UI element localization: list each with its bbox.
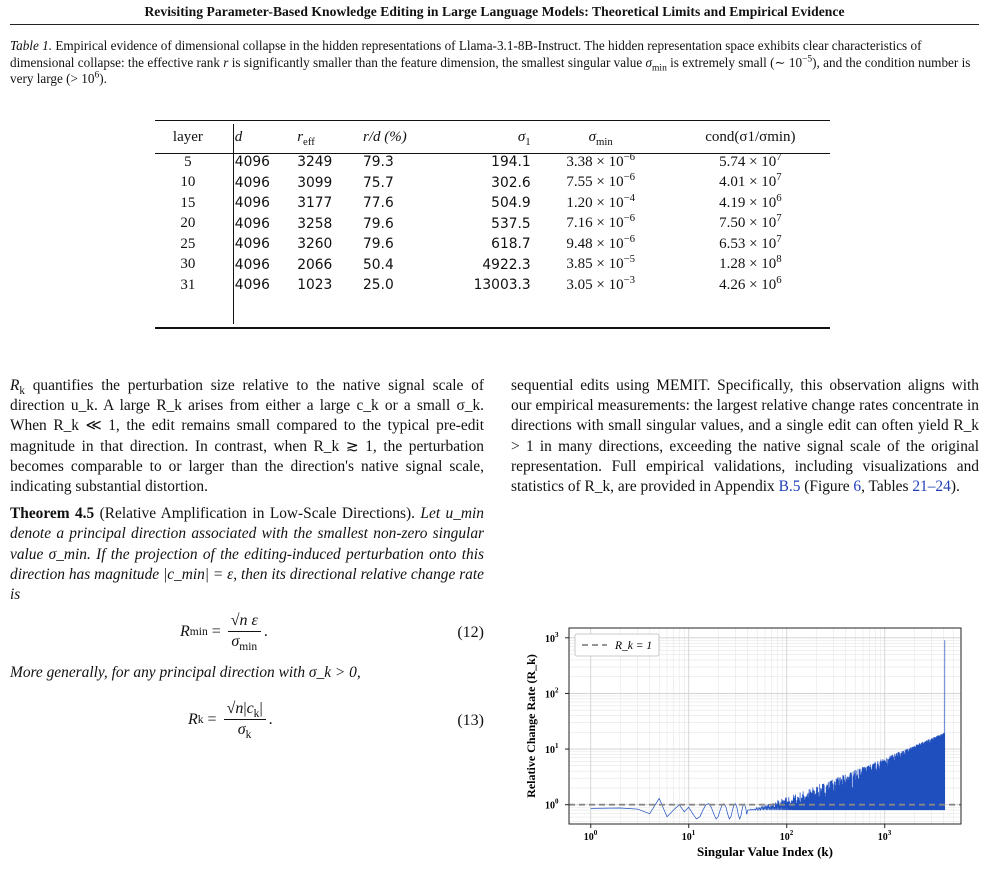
cell-sigma1: 504.9 [491,195,531,212]
y-tick-label: $10^2$ [545,686,559,701]
theorem-4-5: Theorem 4.5 (Relative Amplification in Low-Scale Directions). Let u_min denote a principal direction associated with the smallest non-zero singular value σ_min. If the projection of the editing-induced perturbation onto this direction has magnitude |c_min| = ε, then its directional relative change rate is [10,505,484,604]
x-tick-label: $10^0$ [583,829,598,843]
cell-sigmamin: $3.85 \times 10^{-5}$ [566,253,636,273]
cell-rd: 25.0 [363,277,394,294]
caption-text-4: ), and the condition number is very large (> 10 [10,54,971,86]
cell-sigmamin: $7.55 \times 10^{-6}$ [566,171,636,191]
header-sigmamin: $\sigma_{min}$ [588,128,613,148]
cell-cond: $6.53 \times 10^7$ [719,232,782,252]
header-sigma1: $\sigma_1$ [517,128,531,148]
cell-cond: $4.26 \times 10^6$ [719,273,782,293]
left-paragraph-1: $R_k$ quantifies the perturbation size relative to the native signal scale of direction u_k. A large R_k arises from either a large c_k or a small σ_k. When R_k ≪ 1, the edit remains small compared to the typical pre-edit magnitude in that direction. In contrast, when R_k ≳ 1, the perturbation becomes comparable to or larger than the direction's native signal scale, indicating substantial distortion. [10,377,484,496]
header-layer: layer [172,128,203,145]
cell-sigmamin: $9.48 \times 10^{-6}$ [566,232,636,252]
table-row [155,234,830,255]
table-row [155,255,830,276]
equation-13-number: (13) [457,712,484,730]
caption-text-1: Empirical evidence of dimensional collapse in the hidden representations of Llama-3.1-8B-Instruct. The hidden representation space exhibits clear characteristics of dimensional collapse: the effective rank [10,38,922,70]
plot-svg [511,620,981,870]
table-caption: Table 1. Empirical evidence of dimensional collapse in the hidden representations of Llama-3.1-8B-Instruct. The hidden representation space exhibits clear characteristics of dimensional collapse: the effective rank r is significantly smaller than the feature dimension, the smallest singular value $\sigma_{min}$ is extremely small (∼ $10^{-5}$), and the condition number is very large (> $10^6$). [10,38,971,86]
cell-layer: 30 [180,256,196,273]
title-rule [10,24,979,25]
general-statement: More generally, for any principal direction with σ_k > 0, [10,664,361,682]
table-top-rule [155,120,830,121]
cell-d: 4096 [234,256,270,273]
cell-rd: 75.7 [363,174,394,191]
equation-12: R min = $\frac{\text{√n ε}}{\sigma_{min}}$ . (12) [180,612,484,654]
cell-layer: 20 [180,215,196,232]
right-paragraph-1: sequential edits using MEMIT. Specifically, this observation aligns with our empirical measurements: the largest relative change rates concentrate in directions with small singular values, and a single edit can often yield R_k > 1 in many directions, exceeding the native signal scale of the original representation. Full empirical validations, including visualizations and statistics of R_k, are provided in Appendix B.5 (Figure 6, Tables 21–24). [511,377,979,496]
x-tick-label: $10^1$ [681,829,696,843]
cell-sigma1: 194.1 [491,154,531,171]
y-tick-label: $10^0$ [545,797,559,812]
table-header-row [155,122,830,152]
caption-label: Table 1. [10,38,53,53]
header-reff: $r_{eff}$ [297,128,315,148]
cell-d: 4096 [234,195,270,212]
x-axis-label: Singular Value Index (k) [697,844,833,859]
cell-sigmamin: $3.38 \times 10^{-6}$ [566,150,636,170]
cell-cond: $7.50 \times 10^7$ [719,212,782,232]
table-bottom-rule [155,327,830,329]
table-row [155,152,830,173]
cell-sigma1: 618.7 [491,236,531,253]
table-row [155,214,830,235]
cell-d: 4096 [234,154,270,171]
cell-sigma1: 4922.3 [482,256,531,273]
tables-link[interactable]: 21–24 [912,478,951,496]
cell-layer: 10 [180,174,196,191]
cell-reff: 3260 [297,236,333,253]
table-row [155,275,830,296]
relative-change-rate-plot [511,620,981,870]
table-row [155,173,830,194]
cell-rd: 79.3 [363,154,394,171]
cell-cond: $5.74 \times 10^7$ [719,150,782,170]
cell-d: 4096 [234,277,270,294]
cell-d: 4096 [234,236,270,253]
cell-rd: 79.6 [363,236,394,253]
equation-13: R k = $\frac{√n|c_k|}{\sigma_k}$ . (13) [188,700,484,742]
figure-link[interactable]: 6 [853,478,862,496]
cell-reff: 3249 [297,154,333,171]
equation-12-number: (12) [457,624,484,642]
cell-layer: 25 [180,235,196,252]
table-row [155,193,830,214]
cell-layer: 31 [180,276,196,293]
cell-cond: $1.28 \times 10^8$ [719,253,782,273]
right-column [511,376,979,497]
left-column [10,376,484,749]
cell-rd: 79.6 [363,215,394,232]
caption-text-3: is extremely small (∼ 10 [666,54,803,70]
cell-sigmamin: $3.05 \times 10^{-3}$ [566,273,636,293]
cell-reff: 3258 [297,215,333,232]
x-tick-label: $10^2$ [779,829,794,843]
cell-sigmamin: $7.16 \times 10^{-6}$ [566,212,636,232]
cell-reff: 1023 [297,277,333,294]
cell-reff: 3177 [297,195,333,212]
legend-label: R_k = 1 [615,640,653,652]
cell-cond: $4.01 \times 10^7$ [719,171,782,191]
caption-text-2: is significantly smaller than the feature dimension, the smallest singular value [228,54,646,70]
cell-sigmamin: $1.20 \times 10^{-4}$ [566,191,636,211]
cell-layer: 15 [180,194,196,211]
header-cond: cond(σ1/σmin) [705,128,796,145]
appendix-link[interactable]: B.5 [778,478,801,496]
running-title: Revisiting Parameter-Based Knowledge Editing in Large Language Models: Theoretical Limits and Empirical Evidence [144,4,845,19]
y-tick-label: $10^3$ [545,630,559,645]
cell-sigma1: 537.5 [491,215,531,232]
cell-cond: $4.19 \times 10^6$ [719,191,782,211]
cell-sigma1: 13003.3 [473,277,531,294]
cell-reff: 2066 [297,256,333,273]
y-axis-label: Relative Change Rate (R_k) [524,654,538,798]
cell-layer: 5 [184,153,192,170]
cell-rd: 50.4 [363,256,394,273]
cell-d: 4096 [234,215,270,232]
header-rd: r/d (%) [363,128,407,145]
caption-text-5: ). [99,71,107,86]
cell-rd: 77.6 [363,195,394,212]
cell-sigma1: 302.6 [491,174,531,191]
cell-d: 4096 [234,174,270,191]
x-tick-label: $10^3$ [877,829,892,843]
y-tick-label: $10^1$ [545,742,559,757]
header-d: d [234,128,243,145]
cell-reff: 3099 [297,174,333,191]
